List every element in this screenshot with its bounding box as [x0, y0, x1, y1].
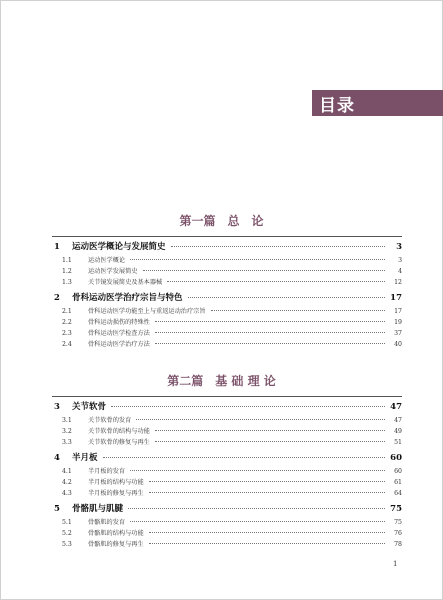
section-number: 3.3: [62, 439, 72, 446]
page-number: 17: [394, 308, 402, 315]
dot-leader: [143, 270, 386, 271]
section-title: 关节软骨的结构与功能: [88, 428, 150, 435]
page-number: 4: [398, 268, 402, 275]
dot-leader: [155, 321, 385, 322]
dot-leader: [136, 419, 385, 420]
section-title: 骨骼肌的修复与再生: [88, 541, 144, 548]
section-title: 骨科运动医学检查方法: [88, 330, 150, 337]
page-number: 37: [394, 330, 402, 337]
toc-entry-5-1[interactable]: [52, 517, 402, 528]
dot-leader: [149, 481, 385, 482]
section-title: 骨骼肌的结构与功能: [88, 530, 144, 537]
dot-leader: [103, 457, 385, 458]
toc-entry-1-2[interactable]: [52, 266, 402, 277]
toc-entry-3-2[interactable]: [52, 426, 402, 437]
chapter-number: 3: [54, 402, 60, 412]
dot-leader: [155, 332, 385, 333]
page-number: 47: [390, 402, 402, 412]
toc-chapter-3[interactable]: [52, 400, 402, 415]
divider: [52, 396, 402, 397]
page-number: 75: [390, 504, 402, 514]
section-number: 5.1: [62, 519, 72, 526]
section-title: 运动医学概论: [88, 257, 126, 264]
toc-entry-5-2[interactable]: [52, 528, 402, 539]
toc-entry-3-3[interactable]: [52, 437, 402, 448]
section-number: 1.3: [62, 279, 72, 286]
toc-entry-1-1[interactable]: [52, 255, 402, 266]
part-title: 第一篇 总 论: [179, 214, 264, 228]
dot-leader: [167, 281, 385, 282]
section-title: 关节软骨的发育: [88, 417, 132, 424]
section-number: 5.2: [62, 530, 72, 537]
section-number: 4.1: [62, 468, 72, 475]
toc-title: 目录: [319, 95, 355, 116]
toc-chapter-4[interactable]: [52, 451, 402, 466]
dot-leader: [149, 492, 385, 493]
dot-leader: [155, 343, 385, 344]
dot-leader: [128, 508, 385, 509]
section-number: 3.1: [62, 417, 72, 424]
chapter-title: 半月板: [72, 453, 98, 463]
page-number: 64: [394, 490, 402, 497]
section-number: 2.4: [62, 341, 72, 348]
page-number: 75: [394, 519, 402, 526]
dot-leader: [130, 259, 385, 260]
page-number: 61: [394, 479, 402, 486]
page-number: 49: [394, 428, 402, 435]
chapter-title: 运动医学概论与发展简史: [72, 242, 166, 252]
toc-banner: [312, 90, 443, 116]
dot-leader: [130, 521, 385, 522]
toc-entry-2-4[interactable]: [52, 339, 402, 350]
section-title: 关节软骨的修复与再生: [88, 439, 150, 446]
toc-entry-4-3[interactable]: [52, 488, 402, 499]
section-number: 1.1: [62, 257, 72, 264]
section-title: 半月板的结构与功能: [88, 479, 144, 486]
section-number: 5.3: [62, 541, 72, 548]
section-number: 2.1: [62, 308, 72, 315]
section-title: 关节镜发展简史及基本器械: [88, 279, 163, 286]
dot-leader: [155, 430, 385, 431]
footer-page-number: 1: [393, 560, 398, 568]
dot-leader: [171, 246, 385, 247]
toc-entry-5-3[interactable]: [52, 539, 402, 550]
chapter-title: 骨科运动医学治疗宗旨与特色: [72, 293, 183, 303]
section-number: 4.3: [62, 490, 72, 497]
toc-chapter-1[interactable]: [52, 240, 402, 255]
dot-leader: [130, 470, 385, 471]
page-number: 78: [394, 541, 402, 548]
dot-leader: [155, 441, 385, 442]
dot-leader: [149, 543, 385, 544]
toc-entry-3-1[interactable]: [52, 415, 402, 426]
page-number: 3: [398, 257, 402, 264]
section-title: 运动医学发展简史: [88, 268, 138, 275]
dot-leader: [211, 310, 385, 311]
dot-leader: [149, 532, 385, 533]
section-title: 半月板的发育: [88, 468, 126, 475]
page-number: 17: [390, 293, 402, 303]
page-number: 76: [394, 530, 402, 537]
section-number: 3.2: [62, 428, 72, 435]
page-number: 51: [394, 439, 402, 446]
page-number: 47: [394, 417, 402, 424]
chapter-number: 4: [54, 453, 60, 463]
toc-chapter-5[interactable]: [52, 502, 402, 517]
page-number: 19: [394, 319, 402, 326]
page-number: 60: [394, 468, 402, 475]
section-title: 骨骼肌的发育: [88, 519, 126, 526]
chapter-title: 骨骼肌与肌腱: [72, 504, 124, 514]
toc-entry-4-1[interactable]: [52, 466, 402, 477]
section-title: 骨科运动医学功能至上与重返运动治疗宗旨: [88, 308, 206, 315]
dot-leader: [111, 406, 385, 407]
chapter-number: 2: [54, 293, 60, 303]
chapter-title: 关节软骨: [72, 402, 107, 412]
toc-entry-1-3[interactable]: [52, 277, 402, 288]
part-title: 第二篇 基 础 理 论: [167, 374, 276, 388]
chapter-number: 5: [54, 504, 60, 514]
section-number: 4.2: [62, 479, 72, 486]
toc-entry-2-2[interactable]: [52, 317, 402, 328]
toc-entry-4-2[interactable]: [52, 477, 402, 488]
section-number: 2.2: [62, 319, 72, 326]
section-number: 2.3: [62, 330, 72, 337]
divider: [52, 236, 402, 237]
dot-leader: [188, 297, 385, 298]
page-number: 60: [390, 453, 402, 463]
toc-section-part-1: [52, 236, 402, 350]
section-title: 骨科运动损伤的特殊性: [88, 319, 150, 326]
chapter-number: 1: [54, 242, 60, 252]
section-title: 骨科运动医学治疗方法: [88, 341, 150, 348]
toc-entry-2-3[interactable]: [52, 328, 402, 339]
toc-chapter-2[interactable]: [52, 291, 402, 306]
toc-section-part-2: [52, 396, 402, 550]
section-number: 1.2: [62, 268, 72, 275]
page-number: 12: [394, 279, 402, 286]
section-title: 半月板的修复与再生: [88, 490, 144, 497]
page-number: 40: [394, 341, 402, 348]
page-number: 3: [396, 242, 402, 252]
toc-entry-2-1[interactable]: [52, 306, 402, 317]
